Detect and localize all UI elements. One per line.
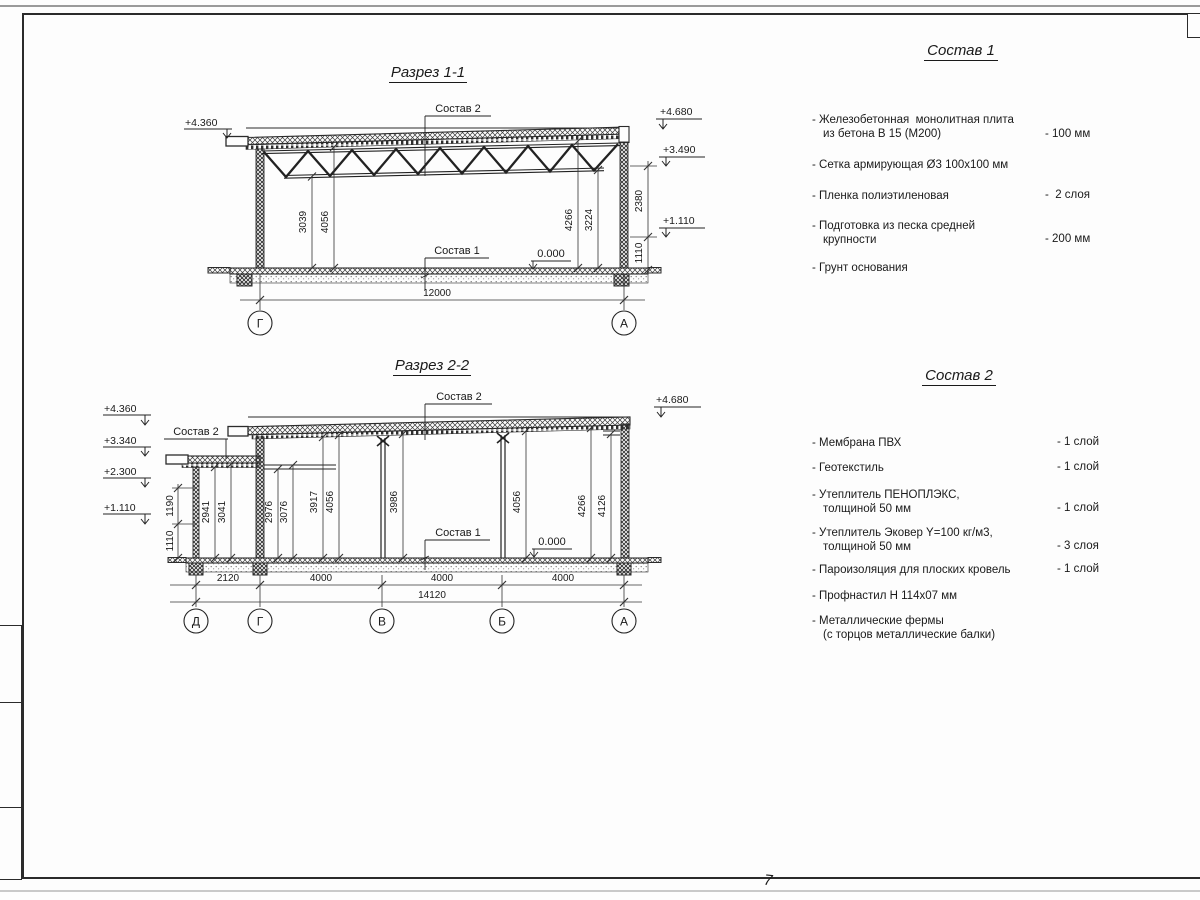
wall-g-2-2 bbox=[256, 437, 264, 558]
list-item: - Утеплитель ПЕНОПЛЭКС, толщиной 50 мм bbox=[812, 489, 960, 515]
roof-edge-left bbox=[226, 137, 248, 147]
column-b bbox=[497, 433, 509, 558]
elev-1110-2: +1.110 bbox=[104, 502, 136, 514]
wall-d-2-2 bbox=[193, 467, 199, 558]
dim-1110: 1110 bbox=[634, 242, 645, 264]
list-item: - Профнастил Н 114х07 мм bbox=[812, 590, 958, 602]
column-v bbox=[377, 436, 389, 558]
floor-slab-2-2 bbox=[168, 558, 661, 576]
dim-span-12000: 12000 bbox=[423, 288, 451, 299]
dim-3986: 3986 bbox=[389, 490, 400, 514]
dim-4056b: 4056 bbox=[512, 490, 523, 514]
sostav2-heading: Состав 2 bbox=[869, 367, 1049, 384]
list-item: - Сетка армирующая Ø3 100х100 мм bbox=[812, 159, 1009, 171]
dim-3917: 3917 bbox=[309, 490, 320, 514]
axis-g-1-1: Г bbox=[256, 316, 264, 331]
roof-edge-right bbox=[619, 127, 629, 143]
elev-right-1110: +1.110 bbox=[663, 215, 695, 227]
roof-slab-1-1 bbox=[226, 127, 629, 150]
list-item: - Грунт основания bbox=[812, 262, 908, 274]
dim-2976: 2976 bbox=[264, 500, 275, 524]
section-2-2-drawing bbox=[90, 350, 710, 645]
list-item: - Геотекстиль bbox=[812, 462, 884, 474]
label-zero-2-2: 0.000 bbox=[538, 536, 566, 548]
footing-left bbox=[237, 274, 252, 286]
roof-edge-left-main bbox=[228, 427, 248, 437]
list-item: - Подготовка из песка средней крупности bbox=[812, 220, 976, 246]
wall-a-2-2 bbox=[621, 424, 629, 558]
dim-3076: 3076 bbox=[279, 500, 290, 524]
list-item-value: - 1 слой bbox=[1057, 461, 1100, 473]
list-item: - Металлические фермы (с торцов металлические балки) bbox=[812, 615, 996, 641]
elev-right-4680: +4.680 bbox=[660, 106, 693, 118]
list-item-value: - 3 слоя bbox=[1057, 540, 1099, 552]
label-zero-1-1: 0.000 bbox=[537, 248, 565, 260]
frame-top bbox=[22, 13, 1200, 15]
floor-slab-1-1 bbox=[208, 268, 661, 287]
dim-1110-2: 1110 bbox=[165, 530, 176, 552]
roof-edge-left-low bbox=[166, 455, 188, 464]
elev-4360-2: +4.360 bbox=[104, 403, 137, 415]
label-sostav1-2-2: Состав 1 bbox=[435, 527, 481, 539]
dim-2380: 2380 bbox=[634, 189, 645, 213]
list-item: - Пленка полиэтиленовая bbox=[812, 190, 949, 202]
margin-stamp-box-2 bbox=[0, 702, 22, 809]
label-sostav2-main: Состав 2 bbox=[436, 391, 482, 403]
elev-left-4360: +4.360 bbox=[185, 117, 218, 129]
dim-3039: 3039 bbox=[298, 210, 309, 234]
dim-1190: 1190 bbox=[165, 495, 176, 517]
dim-3224: 3224 bbox=[584, 208, 595, 232]
frame-left bbox=[22, 13, 24, 879]
sheet-bottom-edge bbox=[0, 890, 1200, 892]
roof-slab-low-2-2 bbox=[166, 455, 260, 468]
list-item: - Мембрана ПВХ bbox=[812, 437, 902, 449]
footing-right bbox=[614, 274, 629, 286]
dim-3041: 3041 bbox=[217, 500, 228, 524]
dim-4056a: 4056 bbox=[325, 490, 336, 514]
wall-right-1-1 bbox=[620, 142, 628, 268]
frame-bottom bbox=[22, 877, 1200, 879]
label-sostav1-1-1: Состав 1 bbox=[434, 245, 480, 257]
corner-box-top-right bbox=[1187, 13, 1200, 38]
axis-g: Г bbox=[256, 614, 264, 629]
wall-left-1-1 bbox=[256, 149, 264, 268]
footing-g bbox=[253, 563, 267, 575]
list-item-value: - 1 слой bbox=[1057, 563, 1100, 575]
margin-stamp-box-1 bbox=[0, 625, 22, 704]
dim-4056: 4056 bbox=[320, 210, 331, 234]
margin-stamp-box-3 bbox=[0, 807, 22, 880]
section2-title: Разрез 2-2 bbox=[394, 357, 470, 374]
list-item-value: - 1 слой bbox=[1057, 502, 1100, 514]
list-item: - Утеплитель Эковер Y=100 кг/м3, толщиной 50 мм bbox=[812, 527, 993, 553]
axis-v: В bbox=[377, 614, 387, 629]
list-item: - Железобетонная монолитная плита из бетона В 15 (М200) bbox=[812, 114, 1014, 140]
footing-d bbox=[189, 563, 203, 575]
footing-a bbox=[617, 563, 631, 575]
list-item-value: - 2 слоя bbox=[1045, 189, 1091, 201]
axis-a-1-1: А bbox=[619, 316, 629, 331]
elev-right-3490: +3.490 bbox=[663, 144, 696, 156]
section-1-1-drawing bbox=[140, 60, 720, 340]
dim-4000c: 4000 bbox=[551, 573, 575, 584]
elev-4680-2: +4.680 bbox=[656, 394, 689, 406]
elev-3340: +3.340 bbox=[104, 435, 137, 447]
list-item-value: - 200 мм bbox=[1045, 233, 1091, 245]
dim-4000a: 4000 bbox=[309, 573, 333, 584]
axis-d: Д bbox=[191, 614, 201, 629]
dim-4266-2: 4266 bbox=[577, 494, 588, 518]
list-item-value: - 1 слой bbox=[1057, 436, 1100, 448]
label-sostav2-1-1: Состав 2 bbox=[435, 103, 481, 115]
list-item: - Пароизоляция для плоских кровель bbox=[812, 564, 1011, 576]
sheet-number-mark: 7 bbox=[763, 871, 774, 890]
axis-b: Б bbox=[498, 614, 506, 629]
sheet-top-edge bbox=[0, 5, 1200, 7]
section1-title: Разрез 1-1 bbox=[390, 64, 466, 81]
elev-2300: +2.300 bbox=[104, 466, 137, 478]
axis-a: А bbox=[619, 614, 629, 629]
list-item-value: - 100 мм bbox=[1045, 128, 1091, 140]
label-sostav2-low: Состав 2 bbox=[173, 426, 219, 438]
dim-4266: 4266 bbox=[564, 208, 575, 232]
roof-slab-main-2-2 bbox=[228, 417, 630, 439]
dim-4126: 4126 bbox=[597, 494, 608, 518]
dim-total-14120: 14120 bbox=[418, 590, 446, 601]
dim-4000b: 4000 bbox=[430, 573, 454, 584]
dim-2120: 2120 bbox=[216, 573, 240, 584]
sostav1-heading: Состав 1 bbox=[871, 42, 1051, 59]
dim-2941: 2941 bbox=[201, 500, 212, 524]
